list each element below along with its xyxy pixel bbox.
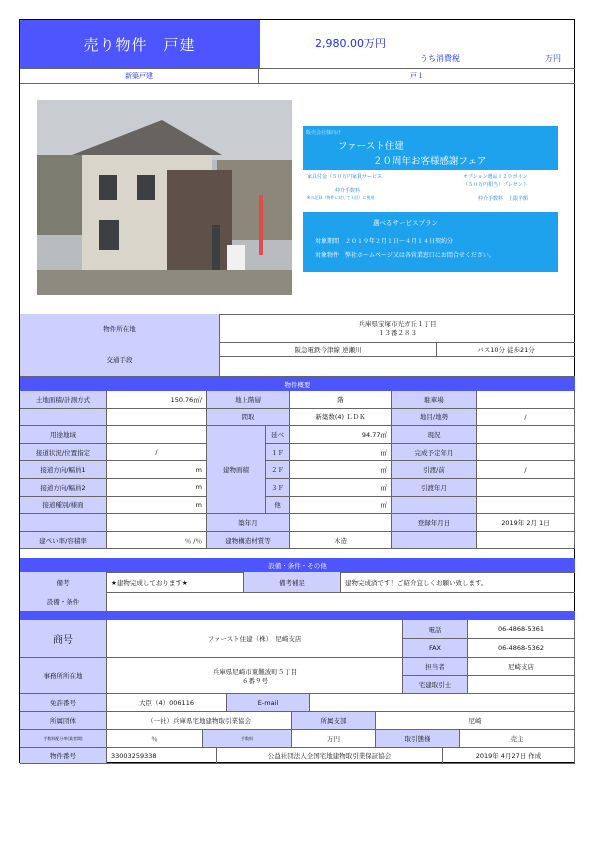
overview-cell: m <box>107 461 207 479</box>
flyer-plan-title: 選べるサービスプラン <box>373 219 438 227</box>
remarks-label: 備考 <box>20 572 107 592</box>
price-box <box>259 20 575 68</box>
offer-right1: オプション選品１２０ポイン <box>463 174 528 180</box>
office-value <box>107 658 403 694</box>
house-illustration <box>37 100 292 295</box>
branch-value: 尼崎 <box>376 712 575 730</box>
created-date: 2019年 4月27日 作成 <box>443 748 575 764</box>
flyer-title1: ファースト住建 <box>338 141 404 152</box>
overview-cell <box>107 426 207 444</box>
assoc-name: 公益社団法人全国宅地建物取引業保証協会 <box>217 748 443 764</box>
agent-label: 宅建取引士 <box>403 676 468 694</box>
overview-cell: 延べ <box>266 426 290 444</box>
overview-cell: 完成予定年月 <box>392 444 477 462</box>
property-sheet <box>19 19 575 763</box>
branch-label: 所属支部 <box>292 712 376 730</box>
trade-value: ファースト住建（株） 尼崎支店 <box>107 620 403 658</box>
overview-cell <box>477 426 575 444</box>
location-line1: 兵庫県宝塚市光ガ丘１丁目 <box>358 320 437 328</box>
overview-cell: 建物構造材質等 <box>207 532 290 550</box>
overview-cell: 150.76㎡/ <box>107 391 207 409</box>
overview-cell: m <box>107 497 207 515</box>
offer-left1: 家具付金（５０万円家賃サービス <box>307 174 383 180</box>
overview-header: 物件概要 <box>20 377 575 391</box>
overview-cell: 接道状況/位置指定 <box>20 444 107 462</box>
fax-label: FAX <box>403 639 468 658</box>
transport-label: 交通手段 <box>20 342 220 376</box>
org-value: （一社）兵庫県宅地建物取引業協会 <box>107 712 292 730</box>
unit-label: 戸１ <box>410 71 424 80</box>
email-value <box>310 694 575 712</box>
email-label: E-mail <box>227 694 310 712</box>
transport-line: 阪急電鉄今津線 逆瀬川 <box>294 345 362 354</box>
campaign-flyer <box>303 126 558 272</box>
offer-left2: 仲介手数料 <box>335 188 361 194</box>
overview-cell: 登録年月日 <box>392 514 477 532</box>
overview-cell: / <box>477 409 575 427</box>
office-line2: ６番９号 <box>242 677 268 685</box>
remarks-supp-label: 備考補足 <box>244 572 341 592</box>
overview-cell <box>290 514 392 532</box>
overview-cell: / <box>477 461 575 479</box>
price-value: 2,980.00万円 <box>315 37 386 50</box>
overview-cell: 地上階層 <box>207 391 290 409</box>
offer-right2: （５０万円相当）プレゼント <box>463 182 528 188</box>
equip-label: 設備・条件 <box>20 592 107 611</box>
overview-cell <box>107 409 207 427</box>
location-label: 物件所在地 <box>20 314 220 342</box>
flyer-offers <box>303 170 558 212</box>
org-label: 所属団体 <box>20 712 107 730</box>
remarks-supp-value: 建物完成済です！ご紹介宜しくお願い致します。 <box>345 578 488 587</box>
trade-label: 商号 <box>20 620 107 658</box>
overview-cell: 接道方向/幅員1 <box>20 461 107 479</box>
overview-cell: ㎡ <box>290 461 392 479</box>
propno-value: 33003259338 <box>107 748 217 764</box>
fee-label: 手数料配分率(業者間) <box>20 730 107 748</box>
location-line2: １３番２８３ <box>378 329 417 337</box>
overview-cell: ㎡ <box>290 497 392 515</box>
overview-cell <box>107 514 207 532</box>
overview-cell: 建ぺい率/容積率 <box>20 532 107 550</box>
overview-cell <box>392 497 477 515</box>
overview-cell: 接道種別/様面 <box>20 497 107 515</box>
remarks-value: ★建物完成しております★ <box>107 572 244 592</box>
overview-cell <box>477 479 575 497</box>
overview-cell <box>477 532 575 550</box>
overview-cell: 用途地域 <box>20 426 107 444</box>
flyer-title2: ２０周年お客様感謝フェア <box>373 156 487 167</box>
fax-value: 06-4868-5362 <box>468 639 575 658</box>
tel-label: 電話 <box>403 620 468 639</box>
overview-cell: １Ｆ <box>266 444 290 462</box>
offer-left3: ※の記録（物件に対して１回）に使用 <box>307 195 375 200</box>
overview-cell: 接道方向/幅員2 <box>20 479 107 497</box>
agent-value <box>468 676 575 694</box>
overview-cell <box>477 497 575 515</box>
office-line1: 兵庫県尼崎市東難波町５丁目 <box>212 668 298 676</box>
overview-cell: 新築数(4) ＬＤＫ <box>290 409 392 427</box>
overview-cell: 木造 <box>290 532 392 550</box>
fee2-label: 手数料 <box>203 730 292 748</box>
flyer-period: 対象期間 ２０１９年２月１日～４月１４日契約分 <box>315 238 454 245</box>
overview-cell: 築年月 <box>207 514 290 532</box>
flyer-tag: 販売会社様向け <box>306 130 342 136</box>
overview-cell: 現況 <box>392 426 477 444</box>
tel-value: 06-4868-5361 <box>468 620 575 639</box>
overview-cell <box>392 532 477 550</box>
overview-cell: 間取 <box>207 409 290 427</box>
overview-cell: / <box>107 444 207 462</box>
flyer-target: 対象物件 弊社ホームページ又は各営業窓口にお問合せください。 <box>315 252 495 259</box>
overview-cell: 階 <box>290 391 392 409</box>
page-title: 売り物件 戸建 <box>20 20 259 68</box>
overview-cell: 引渡年月 <box>392 479 477 497</box>
bldg-area-label: 建物面積 <box>207 426 266 514</box>
deal-label: 取引態様 <box>376 730 460 748</box>
category: 新築戸建 <box>20 68 259 83</box>
fee-value: ％ <box>107 730 203 748</box>
overview-cell: m <box>107 479 207 497</box>
office-label: 事務所所在地 <box>20 658 107 694</box>
license-value: 大臣（4）006116 <box>107 694 227 712</box>
license-label: 免許番号 <box>20 694 107 712</box>
tax-label: うち消費税 <box>420 54 460 63</box>
facilities-header: 設備・条件・その他 <box>20 558 575 572</box>
overview-cell <box>20 514 107 532</box>
divider-bar <box>20 612 575 619</box>
overview-cell: 94.77㎡ <box>290 426 392 444</box>
staff-label: 担当者 <box>403 658 468 676</box>
overview-cell <box>477 391 575 409</box>
propno-label: 物件番号 <box>20 748 107 764</box>
staff-value: 尼崎支店 <box>468 658 575 676</box>
overview-cell: 駐車場 <box>392 391 477 409</box>
transport-bus: バス10分 徒歩21分 <box>436 342 575 356</box>
overview-cell: 2019年 2月 1日 <box>477 514 575 532</box>
overview-cell: ％ /％ <box>107 532 207 550</box>
overview-cell: 他 <box>266 497 290 515</box>
overview-cell: ㎡ <box>290 479 392 497</box>
deal-value: 売主 <box>460 730 575 748</box>
fee2-value: 万円 <box>292 730 376 748</box>
overview-cell: ㎡ <box>290 444 392 462</box>
overview-cell: ２Ｆ <box>266 461 290 479</box>
overview-cell: 土地面積/計測方式 <box>20 391 107 409</box>
overview-cell: ３Ｆ <box>266 479 290 497</box>
offer-right3: 仲介手数料 上限半額 <box>478 196 529 202</box>
overview-cell: 地目/地勢 <box>392 409 477 427</box>
location-value <box>220 314 575 342</box>
tax-unit: 万円 <box>545 54 561 63</box>
property-photo <box>37 100 292 295</box>
overview-cell: 引渡/前 <box>392 461 477 479</box>
overview-cell <box>20 409 107 427</box>
overview-cell <box>477 444 575 462</box>
